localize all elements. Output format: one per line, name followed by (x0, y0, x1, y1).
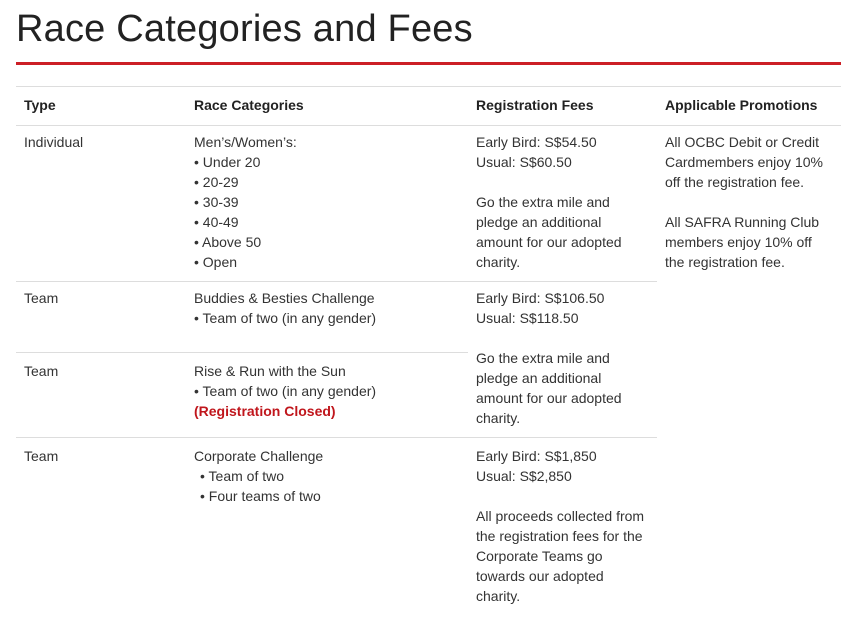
usual-fee: Usual: S$2,850 (476, 468, 572, 484)
type-cell (16, 126, 186, 282)
category-title: Corporate Challenge (194, 448, 324, 464)
header-registration-fees: Registration Fees (468, 87, 657, 126)
type-cell (16, 352, 186, 437)
type-label: Team (24, 290, 59, 306)
page-title: Race Categories and Fees (16, 8, 473, 50)
header-type: Type (16, 87, 186, 126)
category-title: Buddies & Besties Challenge (194, 290, 375, 306)
table-header-row (16, 87, 841, 126)
early-bird-fee: Early Bird: S$1,850 (476, 448, 597, 464)
category-item: • 30-39 (194, 194, 239, 210)
type-cell (16, 282, 186, 353)
category-cell (186, 352, 468, 437)
fees-cell (468, 126, 657, 282)
early-bird-fee: Early Bird: S$54.50 (476, 134, 597, 150)
category-item: • Team of two (in any gender) (194, 310, 377, 326)
category-title: Men’s/Women’s: (194, 134, 297, 150)
usual-fee: Usual: S$118.50 (476, 310, 579, 326)
registration-closed-badge: (Registration Closed) (194, 402, 336, 419)
category-item: • Above 50 (194, 234, 262, 250)
category-item: • Under 20 (194, 154, 261, 170)
type-cell (16, 438, 186, 616)
category-cell (186, 282, 468, 353)
early-bird-fee: Early Bird: S$106.50 (476, 290, 605, 306)
promotion-safra: All SAFRA Running Club members enjoy 10% off the registration fee. (665, 214, 820, 270)
category-item: • Four teams of two (200, 488, 321, 504)
category-item: • 20-29 (194, 174, 239, 190)
table-row-individual (16, 126, 841, 282)
fee-note: Go the extra mile and pledge an additional amount for our adopted charity. (476, 194, 622, 270)
race-fees-table (16, 86, 841, 615)
category-item: • Team of two (200, 468, 285, 484)
fee-note: All proceeds collected from the registration fees for the Corporate Teams go towards our adopted charity. (476, 508, 645, 604)
type-label: Team (24, 448, 59, 464)
category-item: • Open (194, 254, 238, 270)
category-title: Rise & Run with the Sun (194, 362, 346, 379)
promotions-cell (657, 126, 841, 616)
type-label: Individual (24, 134, 84, 150)
usual-fee: Usual: S$60.50 (476, 154, 572, 170)
category-cell (186, 438, 468, 616)
fee-note: Go the extra mile and pledge an additional amount for our adopted charity. (476, 350, 622, 426)
type-label: Team (24, 362, 59, 379)
promotion-ocbc: All OCBC Debit or Credit Cardmembers enjoy 10% off the registration fee. (665, 134, 823, 190)
category-item: • Team of two (in any gender) (194, 382, 377, 399)
category-cell (186, 126, 468, 282)
title-divider (16, 62, 841, 65)
fees-cell (468, 438, 657, 616)
header-applicable-promotions: Applicable Promotions (657, 87, 841, 126)
fees-cell (468, 282, 657, 438)
header-race-categories: Race Categories (186, 87, 468, 126)
category-item: • 40-49 (194, 214, 239, 230)
